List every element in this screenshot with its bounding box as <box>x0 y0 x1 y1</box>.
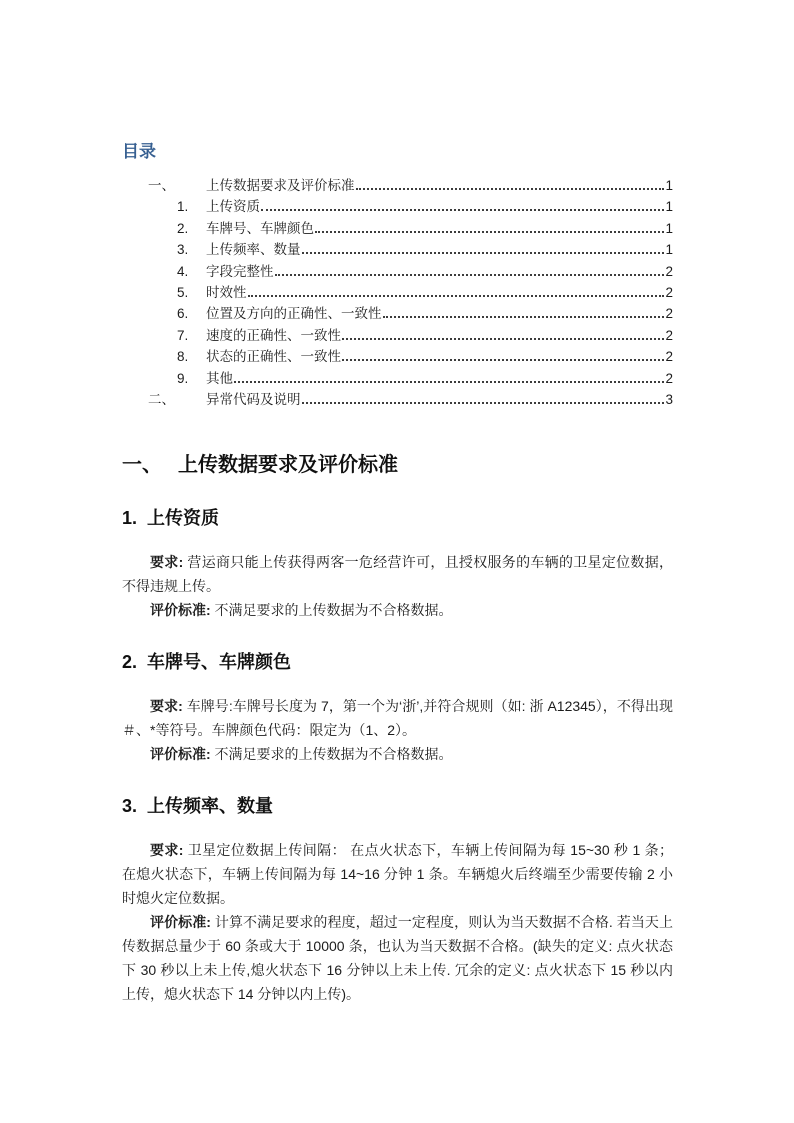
section-number: 1. <box>122 508 138 529</box>
requirement-text: 车牌号:车牌号长度为 7，第一个为‘浙’,并符合规则（如: 浙 A12345），不得出现＃、*等符号。车牌颜色代码：限定为（1、2）。 <box>122 698 673 739</box>
toc-page-number: 1 <box>665 220 673 236</box>
toc-page-number: 1 <box>665 199 673 215</box>
toc-page-number: 2 <box>665 285 673 301</box>
toc-leader-dots <box>261 209 664 211</box>
toc-entry-title: 上传数据要求及评价标准 <box>206 178 355 193</box>
section-heading-3 <box>122 794 673 818</box>
toc-entry[interactable] <box>122 389 673 410</box>
evaluation-paragraph <box>122 910 673 1006</box>
chapter-number: 一、 <box>122 454 162 477</box>
evaluation-paragraph <box>122 598 673 622</box>
requirement-text: 卫星定位数据上传间隔： 在点火状态下，车辆上传间隔为每 15~30 秒 1 条；在熄火状态下，车辆上传间隔为每 14~16 分钟 1 条。车辆熄火后终端至少需要传输 2 小时熄火定位数据。 <box>122 842 673 907</box>
page-content <box>122 0 673 1006</box>
toc-page-number: 2 <box>665 327 673 343</box>
toc-entry-title: 时效性 <box>206 285 247 301</box>
section-heading-2 <box>122 650 673 674</box>
toc-leader-dots <box>383 316 665 318</box>
toc-leader-dots <box>342 338 664 340</box>
toc-entry-num: 6. <box>177 306 189 322</box>
toc-entry[interactable] <box>122 218 673 239</box>
toc-entry-title: 上传资质 <box>206 199 260 215</box>
toc-entry[interactable] <box>122 325 673 346</box>
toc-entry[interactable] <box>122 261 673 282</box>
toc-page-number: 1 <box>665 242 673 258</box>
toc-entry-num: 4. <box>177 263 189 279</box>
requirement-label: 要求: <box>150 842 184 859</box>
evaluation-label: 评价标准: <box>150 746 211 763</box>
toc-entry[interactable] <box>122 346 673 367</box>
evaluation-paragraph <box>122 742 673 766</box>
toc-entry[interactable] <box>122 303 673 324</box>
toc-entry-title: 速度的正确性、一致性 <box>206 327 341 343</box>
toc-entry-num: 9. <box>177 370 189 386</box>
evaluation-label: 评价标准: <box>150 602 211 619</box>
section-title: 上传资质 <box>147 508 219 529</box>
requirement-paragraph <box>122 550 673 598</box>
toc-page-number: 3 <box>665 392 673 408</box>
section-2-body <box>122 694 673 766</box>
toc-leader-dots <box>302 252 665 254</box>
toc-entry[interactable] <box>122 196 673 217</box>
toc-entry-title: 车牌号、车牌颜色 <box>206 220 314 236</box>
toc-page-number: 2 <box>665 306 673 322</box>
toc-entry-title: 字段完整性 <box>206 263 274 279</box>
section-title: 上传频率、数量 <box>147 796 273 817</box>
evaluation-text: 不满足要求的上传数据为不合格数据。 <box>210 746 453 763</box>
toc-leader-dots <box>342 359 664 361</box>
chapter-heading <box>122 452 673 478</box>
toc-leader-dots <box>234 381 664 383</box>
requirement-paragraph <box>122 838 673 910</box>
toc-entry-title: 异常代码及说明 <box>206 392 301 408</box>
toc-entry-num: 一、 <box>148 178 175 193</box>
toc-title: 目录 <box>122 142 156 161</box>
section-heading-1 <box>122 506 673 530</box>
toc-page-number: 1 <box>665 178 673 193</box>
toc-page-number: 2 <box>665 349 673 365</box>
toc-entry[interactable] <box>122 239 673 260</box>
requirement-paragraph <box>122 694 673 742</box>
toc-leader-dots <box>275 274 665 276</box>
toc-leader-dots <box>302 402 665 404</box>
evaluation-text: 计算不满足要求的程度，超过一定程度，则认为当天数据不合格. 若当天上传数据总量少于 60 条或大于 10000 条，也认为当天数据不合格。(缺失的定义: 点火状态下 30 秒以上未上传,熄火状态下 16 分钟以上未上传. 冗余的定义: 点火状态下 15 秒以内上传，熄火状态下 14 分钟以内上传)。 <box>122 914 673 1003</box>
toc-leader-dots <box>248 295 665 297</box>
evaluation-text: 不满足要求的上传数据为不合格数据。 <box>210 602 453 619</box>
toc-leader-dots <box>315 231 664 233</box>
chapter-title: 上传数据要求及评价标准 <box>178 454 398 477</box>
requirement-label: 要求: <box>150 698 183 715</box>
toc-entry-num: 1. <box>177 199 189 215</box>
toc-entry-title: 上传频率、数量 <box>206 242 301 258</box>
section-title: 车牌号、车牌颜色 <box>147 652 291 673</box>
toc-entry-title: 位置及方向的正确性、一致性 <box>206 306 382 322</box>
toc-page-number: 2 <box>665 263 673 279</box>
toc-entry[interactable] <box>122 282 673 303</box>
requirement-label: 要求: <box>150 554 184 571</box>
toc-entry-num: 3. <box>177 242 189 258</box>
toc-entry-title: 状态的正确性、一致性 <box>206 349 341 365</box>
toc-entry-num: 5. <box>177 285 189 301</box>
section-number: 2. <box>122 652 138 673</box>
toc-entry-title: 其他 <box>206 370 233 386</box>
section-1-body <box>122 550 673 622</box>
toc-leader-dots <box>356 188 665 190</box>
toc-entry-num: 2. <box>177 220 189 236</box>
evaluation-label: 评价标准: <box>150 914 211 931</box>
toc-entry-num: 7. <box>177 327 189 343</box>
toc-list <box>122 175 673 410</box>
requirement-text: 营运商只能上传获得两客一危经营许可，且授权服务的车辆的卫星定位数据，不得违规上传。 <box>122 554 673 595</box>
toc-entry-num: 8. <box>177 349 189 365</box>
toc-entry[interactable] <box>122 368 673 389</box>
toc-entry-num: 二、 <box>148 392 175 408</box>
section-3-body <box>122 838 673 1006</box>
toc-page-number: 2 <box>665 370 673 386</box>
section-number: 3. <box>122 796 138 817</box>
toc-entry[interactable] <box>122 175 673 196</box>
